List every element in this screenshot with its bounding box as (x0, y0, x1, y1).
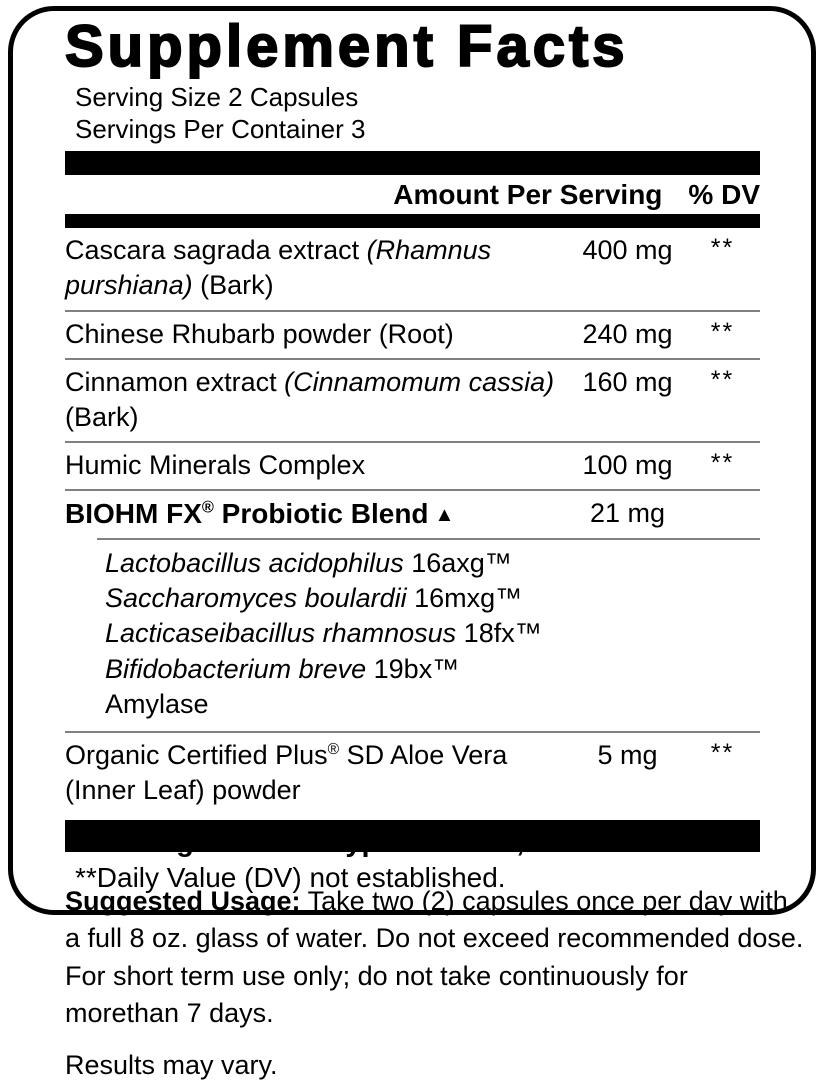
ingredient-dv: ** (710, 738, 735, 767)
ingredient-amount: 21 mg (589, 497, 666, 528)
text-segment: BIOHM FX (65, 497, 202, 529)
text-segment: 16mxg™ (406, 583, 523, 614)
ingredient-amount: 100 mg (582, 449, 673, 480)
text-segment: Chinese Rhubarb powder (Root) (65, 318, 454, 349)
panel-title: Supplement Facts (65, 14, 629, 79)
ingredient-amount: 240 mg (582, 318, 673, 349)
ingredient-dv: ** (710, 234, 735, 263)
row-biohm-fx-blend (65, 491, 760, 538)
text-segment: Probiotic Blend (213, 497, 429, 529)
ingredient-name (65, 365, 570, 435)
ingredient-amount: 5 mg (597, 739, 658, 770)
sub-ingredient-item (105, 687, 760, 722)
text-segment: 19bx™ (366, 653, 460, 684)
ingredient-dv: ** (710, 448, 735, 477)
text-segment: Lactobacillus acidophilus (105, 548, 404, 579)
ingredient-rows (65, 228, 760, 538)
text-segment: Amylase (105, 688, 209, 719)
text-segment: 16axg™ (403, 548, 512, 579)
results-note: Results may vary. (65, 1050, 278, 1080)
row-chinese-rhubarb (65, 312, 760, 360)
percent-dv-header: % DV (688, 179, 760, 211)
servings-per-container: Servings Per Container 3 (75, 113, 366, 144)
amount-per-serving-header: Amount Per Serving (393, 179, 663, 211)
sub-ingredient-item (105, 616, 760, 651)
sub-ingredient-item (105, 546, 760, 581)
sub-ingredient-item (105, 581, 760, 616)
other-ingredients: Other Ingredients: Hypromellose, Stearic acid. (65, 826, 704, 858)
text-segment: (Bark) (65, 401, 139, 432)
ingredient-name (65, 317, 570, 352)
divider-bar-top (65, 151, 760, 175)
row-cinnamon (65, 360, 760, 443)
ingredient-name (65, 448, 570, 483)
suggested-usage-text: Take two (2) capsules once per day with a full 8 oz. glass of water. Do not exceed recommended dose. For short term use only; do not take continuously for morethan 7 days. (65, 886, 804, 1028)
text-segment: Bifidobacterium breve (105, 653, 367, 684)
supplement-facts-panel (8, 6, 816, 915)
dv-footnote: **Daily Value (DV) not established. (75, 861, 506, 893)
text-segment: Saccharomyces boulardii (105, 583, 407, 614)
ingredient-name (65, 233, 570, 303)
text-segment: Organic Certified Plus (65, 739, 328, 770)
text-segment: Humic Minerals Complex (65, 449, 366, 480)
column-header-row (65, 175, 760, 214)
trademark-symbol: ® (327, 740, 340, 758)
row-aloe-vera (65, 731, 760, 814)
text-segment: (Cinnamomum cassia) (284, 366, 555, 397)
serving-info (75, 82, 760, 145)
text-segment: Lacticaseibacillus rhamnosus (105, 618, 457, 649)
ingredient-amount: 160 mg (582, 366, 673, 397)
probiotic-blend-sub-list (97, 538, 760, 730)
serving-size: Serving Size 2 Capsules (75, 81, 359, 112)
ingredient-name (65, 496, 570, 532)
text-segment: SD Aloe Vera (Inner Leaf) powder (65, 739, 508, 805)
ingredient-amount: 400 mg (582, 235, 673, 266)
ingredient-dv (685, 496, 760, 498)
text-segment: (Rhamnus purshiana) (65, 235, 492, 301)
row-cascara (65, 228, 760, 311)
ingredient-name (65, 738, 570, 808)
text-segment: 18fx™ (456, 618, 542, 649)
divider-bar-header (65, 214, 760, 228)
text-segment: Cinnamon extract (65, 366, 285, 397)
suggested-usage-label: Suggested Usage: (65, 886, 301, 916)
text-segment: Cascara sagrada extract (65, 235, 367, 266)
ingredient-dv: ** (710, 317, 735, 346)
text-segment: (Bark) (192, 270, 274, 301)
below-panel-section (65, 826, 807, 1081)
row-humic-minerals (65, 443, 760, 491)
triangle-marker-icon: ▲ (434, 503, 455, 526)
trademark-symbol: ® (201, 498, 214, 517)
sub-ingredient-item (105, 652, 760, 687)
ingredient-dv: ** (710, 365, 735, 394)
suggested-usage (65, 883, 807, 1032)
